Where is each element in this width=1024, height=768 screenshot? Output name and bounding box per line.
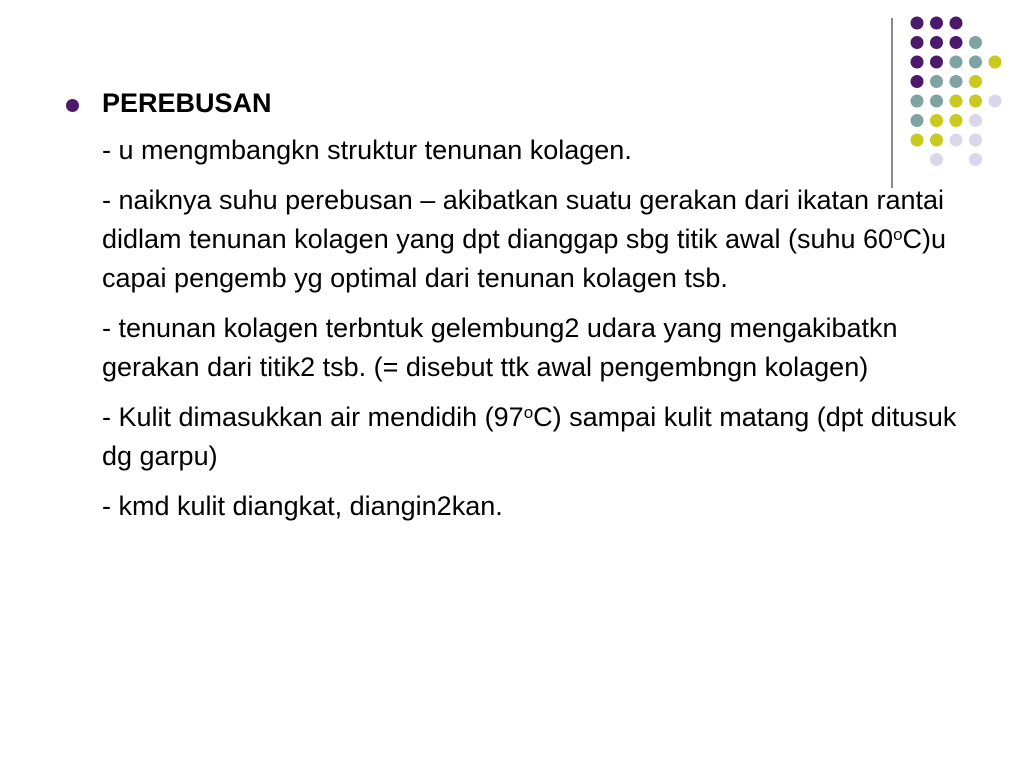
slide-heading: PEREBUSAN [102,88,272,118]
paragraph-4 [102,398,964,476]
decorative-dot [930,56,943,69]
degree-superscript: o [893,225,903,244]
decorative-dot [969,153,982,166]
paragraph-text: - u mengmbangkn struktur tenunan kolagen. [102,135,632,165]
decorative-dot [950,36,963,49]
paragraph-2 [102,181,964,298]
decorative-dot [950,56,963,69]
decorative-dot [911,17,924,30]
paragraph-text-cont: C)u capai pengemb yg optimal dari tenunan kolagen tsb. [102,224,947,293]
decorative-dot [989,56,1002,69]
decorative-dot [930,17,943,30]
decorative-dot [969,56,982,69]
decorative-dot [950,17,963,30]
paragraph-text: - Kulit dimasukkan air mendidih (97 [102,402,524,432]
decorative-dot [911,36,924,49]
decorative-dot [969,114,982,127]
slide-content [64,84,964,526]
decorative-dot [969,36,982,49]
paragraph-1 [102,131,964,170]
paragraph-3 [102,309,964,387]
paragraph-text: - naiknya suhu perebusan – akibatkan suatu gerakan dari ikatan rantai didlam tenunan kolagen yang dpt dianggap sbg titik awal (suhu 60 [102,185,945,254]
paragraph-text: - kmd kulit diangkat, diangin2kan. [102,491,503,521]
decorative-dot [989,95,1002,108]
decorative-dot [969,75,982,88]
degree-superscript: o [523,403,534,422]
bullet-item [64,84,964,526]
decorative-dot [969,134,982,147]
paragraph-text: - tenunan kolagen terbntuk gelembung2 udara yang mengakibatkn gerakan dari titik2 tsb. (= disebut ttk awal pengembngn kolagen) [102,313,898,382]
bullet-icon [66,99,79,112]
decorative-dot [911,56,924,69]
paragraph-5 [102,487,964,526]
decorative-dot [930,36,943,49]
paragraph-text-cont: C) sampai kulit matang (dpt ditusuk dg garpu) [102,402,957,471]
decorative-dot [969,95,982,108]
